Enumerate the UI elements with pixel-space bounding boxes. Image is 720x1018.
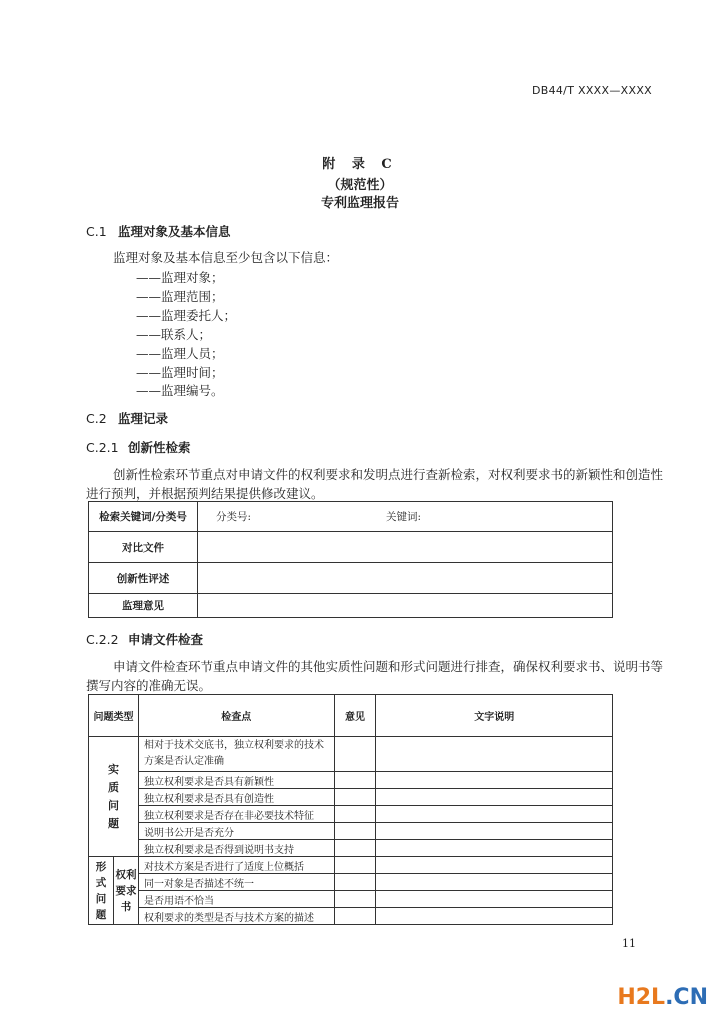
section-c22-heading <box>86 630 203 648</box>
section-c21-heading <box>86 438 191 456</box>
table-cell <box>376 908 613 925</box>
substantive-issue-label: 实质问题 <box>89 737 139 857</box>
check-point: 权利要求的类型是否与技术方案的描述 <box>138 908 334 925</box>
appendix-name: 专利监理报告 <box>320 196 399 211</box>
list-item: ——监理范围； <box>136 289 224 304</box>
appendix-title: 附 录 C <box>322 157 398 172</box>
section-title: 申请文件检查 <box>128 632 204 647</box>
table-cell <box>334 857 376 874</box>
classification-keyword-cell <box>198 502 613 532</box>
c1-intro: 监理对象及基本信息至少包含以下信息： <box>113 250 339 265</box>
list-item: ——监理时间； <box>136 365 224 380</box>
claims-label: 权利要求书 <box>113 857 138 925</box>
check-point: 独立权利要求是否得到说明书支持 <box>138 840 334 857</box>
list-item: ——监理编号。 <box>136 383 224 398</box>
table-header: 检查点 <box>138 695 334 737</box>
list-item: ——监理对象； <box>136 270 224 285</box>
table-cell <box>334 789 376 806</box>
keyword-label: 关键词: <box>386 511 422 523</box>
table-cell <box>376 823 613 840</box>
c22-paragraph: 申请文件检查环节重点申请文件的其他实质性问题和形式问题进行排查，确保权利要求书、说明书等撰写内容的准确无误。 <box>86 659 664 693</box>
table-header: 文字说明 <box>376 695 613 737</box>
table-cell <box>334 772 376 789</box>
table-cell <box>376 737 613 772</box>
classification-label: 分类号: <box>216 511 252 523</box>
check-point: 独立权利要求是否具有新颖性 <box>138 772 334 789</box>
section-title: 监理记录 <box>118 411 169 426</box>
table-header: 问题类型 <box>89 695 139 737</box>
page-number: 11 <box>622 937 636 950</box>
table-cell <box>334 737 376 772</box>
table-cell <box>376 806 613 823</box>
check-point: 相对于技术交底书，独立权利要求的技术方案是否认定准确 <box>138 737 334 772</box>
check-point: 独立权利要求是否具有创造性 <box>138 789 334 806</box>
table-cell <box>376 789 613 806</box>
table-cell <box>198 563 613 594</box>
table-label: 创新性评述 <box>89 563 198 594</box>
section-number: C.2.2 <box>86 632 119 647</box>
table-cell <box>376 874 613 891</box>
table-cell <box>376 891 613 908</box>
section-c2-heading <box>86 409 168 427</box>
section-number: C.1 <box>86 224 107 239</box>
formal-issue-label: 形式问题 <box>89 857 114 925</box>
check-point: 独立权利要求是否存在非必要技术特征 <box>138 806 334 823</box>
c21-paragraph: 创新性检索环节重点对申请文件的权利要求和发明点进行查新检索，对权利要求书的新颖性和创造性进行预判，并根据预判结果提供修改建议。 <box>86 467 664 501</box>
table-cell <box>198 532 613 563</box>
table-cell <box>334 823 376 840</box>
check-point: 说明书公开是否充分 <box>138 823 334 840</box>
check-point: 同一对象是否描述不统一 <box>138 874 334 891</box>
table-label: 检索关键词/分类号 <box>89 502 198 532</box>
document-check-table <box>88 694 613 925</box>
check-point: 对技术方案是否进行了适度上位概括 <box>138 857 334 874</box>
list-item: ——监理委托人； <box>136 308 237 323</box>
table-label: 对比文件 <box>89 532 198 563</box>
section-title: 创新性检索 <box>128 440 191 455</box>
check-point: 是否用语不恰当 <box>138 891 334 908</box>
table-cell <box>376 840 613 857</box>
section-c1-heading <box>86 222 231 240</box>
section-number: C.2 <box>86 411 107 426</box>
table-cell <box>376 857 613 874</box>
table-cell <box>376 772 613 789</box>
list-item: ——联系人； <box>136 327 212 342</box>
table-cell <box>334 874 376 891</box>
table-label: 监理意见 <box>89 594 198 618</box>
search-record-table <box>88 501 613 618</box>
table-cell <box>334 891 376 908</box>
table-header: 意见 <box>334 695 376 737</box>
appendix-nature: （规范性） <box>327 178 393 193</box>
table-cell <box>198 594 613 618</box>
document-code: DB44/T XXXX—XXXX <box>531 84 652 97</box>
section-number: C.2.1 <box>86 440 119 455</box>
table-cell <box>334 806 376 823</box>
watermark-logo: H2L.CN <box>617 985 708 1010</box>
table-cell <box>334 908 376 925</box>
list-item: ——监理人员； <box>136 346 224 361</box>
table-cell <box>334 840 376 857</box>
section-title: 监理对象及基本信息 <box>118 224 231 239</box>
